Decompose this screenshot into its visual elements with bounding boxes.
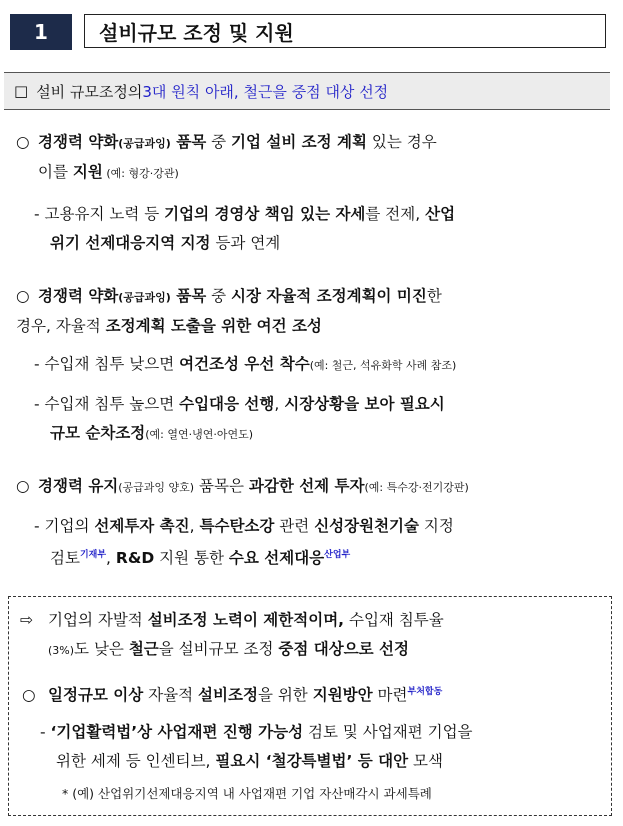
text: 시장 자율적 조정계획이 미진 (231, 287, 427, 305)
circle-bullet-icon: ○ (22, 686, 36, 705)
detail-line (34, 512, 612, 541)
square-bullet-icon: □ (14, 82, 29, 100)
text: 지원 (72, 163, 103, 181)
dash-bullet: - (34, 517, 45, 535)
text: 을 설비규모 조정 (158, 640, 279, 658)
text: (공급과잉) (118, 137, 171, 150)
text: 여건조성 우선 착수 (179, 355, 310, 373)
circle-bullet-icon: ○ (16, 477, 30, 495)
text: (공급과잉) (118, 291, 171, 304)
text: 기업의 (44, 517, 95, 535)
detail-line (40, 747, 610, 776)
principle-3 (16, 472, 611, 502)
text: 검토 (50, 549, 80, 568)
text: 이를 (38, 163, 73, 181)
text: 위한 세제 등 인센티브, (56, 752, 216, 770)
text: 기업의 경영상 책임 있는 자세 (164, 205, 366, 223)
text: 기업 설비 조정 계획 (231, 133, 367, 151)
circle-bullet-icon: ○ (16, 287, 30, 305)
text: 수요 선제대응 (228, 549, 325, 568)
summary-line-1 (20, 606, 605, 635)
summary-conclusion (20, 606, 605, 665)
text: (공급과잉 양호) (118, 481, 195, 494)
text: 도 낮은 (74, 640, 129, 658)
ministry-tag: 기재부 (79, 550, 107, 560)
text: 수입대응 선행 (179, 395, 275, 413)
text: 산업 (425, 205, 456, 223)
text: 경쟁력 약화 (38, 133, 119, 151)
text: , (106, 549, 116, 568)
text: ‘기업활력법’상 사업재편 진행 가능성 (50, 723, 304, 741)
text: 중 (206, 133, 231, 151)
text: (예: 특수강·전기강판) (364, 481, 469, 494)
detail-line (34, 390, 612, 419)
text: (예: 철근, 석유화학 사례 참조) (309, 359, 457, 372)
principle-1-detail (34, 200, 612, 258)
text: 신성장원천기술 (314, 517, 419, 535)
text: , (189, 517, 200, 535)
ministry-tag: 산업부 (324, 550, 351, 560)
detail-line (34, 200, 612, 229)
text: 설비조정 (198, 686, 258, 705)
detail-line (40, 718, 610, 747)
principle-2-detail-1 (34, 350, 612, 380)
text: 조정계획 도출을 위한 여건 조성 (105, 317, 322, 335)
ministry-tag: 부처합동 (407, 687, 443, 697)
text: 검토 및 사업재편 기업을 (303, 723, 473, 741)
text: (3%) (48, 644, 75, 657)
text: 선제투자 촉진 (94, 517, 190, 535)
dash-bullet: - (34, 205, 45, 223)
principle-2-line-2 (16, 312, 611, 341)
principle-1 (16, 128, 611, 188)
text: 경쟁력 약화 (38, 287, 119, 305)
text: 중점 대상으로 선정 (278, 640, 409, 658)
text: 있는 경우 (366, 133, 437, 151)
subheading-text: 설비 규모조정의 (36, 82, 143, 101)
text: 필요시 ‘철강특별법’ 등 대안 (215, 752, 409, 770)
text: 경우, 자율적 (16, 317, 106, 335)
principle-1-line-1 (16, 128, 611, 158)
dash-bullet: - (40, 723, 51, 741)
text: 철근 (128, 640, 159, 658)
subheading-highlight: 3대 원칙 아래, 철근을 중점 대상 선정 (142, 82, 389, 101)
summary-support (22, 678, 607, 710)
text: 일정규모 이상 (48, 686, 144, 705)
footnote: * (예) 산업위기선제대응지역 내 사업재편 기업 자산매각시 과세특례 (62, 786, 432, 801)
detail-line (34, 541, 612, 573)
text: 자율적 (143, 686, 199, 705)
text: 마련 (372, 686, 408, 705)
summary-detail (40, 718, 610, 776)
arrow-right-icon: ⇨ (20, 611, 33, 629)
text: 를 전제, (365, 205, 426, 223)
text: 시장상황을 보아 필요시 (284, 395, 445, 413)
text: 수입재 침투 낮으면 (44, 355, 180, 373)
principle-3-detail (34, 512, 612, 573)
text: R&D (115, 549, 155, 568)
principle-2-detail-2 (34, 390, 612, 449)
text: 품목 (170, 287, 207, 305)
summary-line-2 (20, 635, 605, 665)
text: 과감한 선제 투자 (248, 477, 365, 495)
circle-bullet-icon: ○ (16, 133, 30, 151)
detail-line (34, 419, 612, 449)
text: 규모 순차조정 (50, 424, 146, 442)
text: 고용유지 노력 등 (44, 205, 165, 223)
text: 기업의 자발적 (48, 611, 148, 629)
text: 경쟁력 유지 (38, 477, 119, 495)
section-title: 설비규모 조정 및 지원 (84, 14, 606, 48)
text: 지원방안 (312, 686, 373, 705)
principle-1-line-2 (16, 158, 611, 188)
subheading (4, 72, 610, 110)
text: 한 (426, 287, 442, 305)
principle-2 (16, 282, 611, 341)
dash-bullet: - (34, 395, 45, 413)
text: 특수탄소강 (199, 517, 275, 535)
text: 지정 (419, 517, 454, 535)
text: 설비조정 노력이 제한적이며, (147, 611, 345, 629)
text: 모색 (408, 752, 443, 770)
text: 지원 통한 (154, 549, 229, 568)
text: 품목은 (194, 477, 249, 495)
text: , (274, 395, 285, 413)
text: (예: 형강·강관) (102, 167, 179, 180)
text: 위기 선제대응지역 지정 (50, 234, 211, 252)
principle-2-line-1 (16, 282, 611, 312)
text: 수입재 침투율 (344, 611, 444, 629)
dash-bullet: - (34, 355, 45, 373)
text: 수입재 침투 높으면 (44, 395, 180, 413)
text: 품목 (170, 133, 207, 151)
text: (예: 열연·냉연·아연도) (145, 428, 254, 441)
text: 중 (206, 287, 231, 305)
text: 을 위한 (257, 686, 313, 705)
text: 등과 연계 (210, 234, 281, 252)
detail-line (34, 229, 612, 258)
text: 관련 (274, 517, 315, 535)
section-number: 1 (10, 14, 72, 50)
